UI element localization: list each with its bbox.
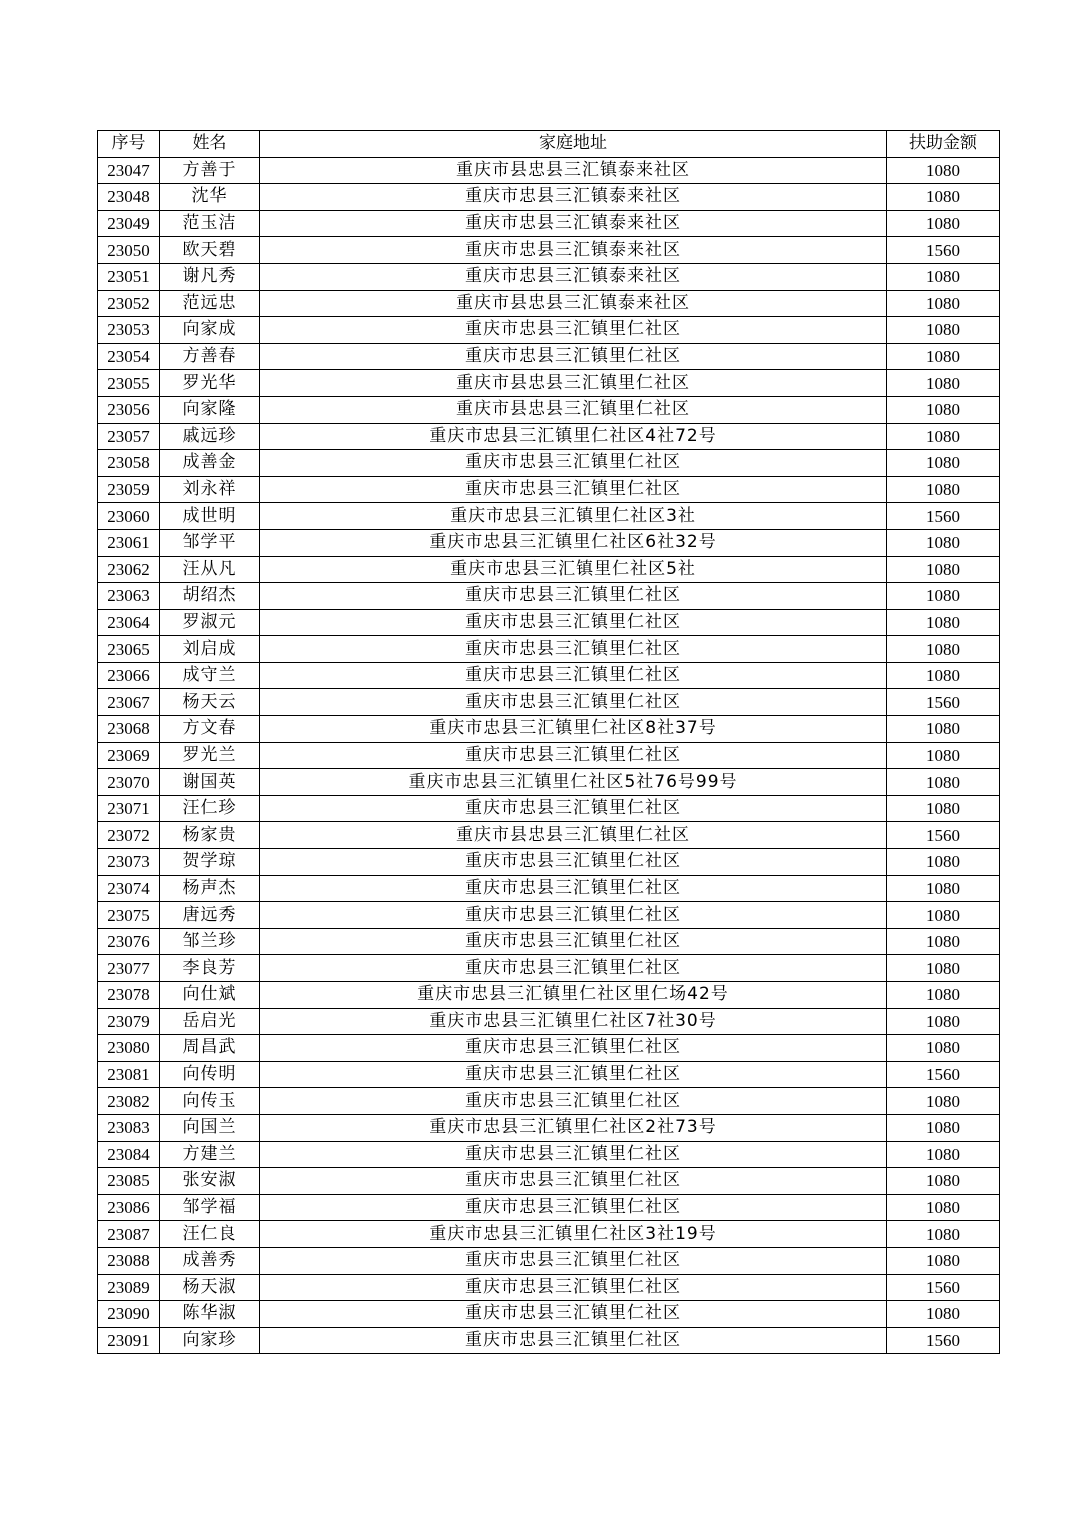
- address-cell: 重庆市忠县三汇镇里仁社区5社: [260, 556, 887, 583]
- beneficiary-table: [97, 130, 1000, 1354]
- table-row: [98, 875, 1000, 902]
- amount-cell: 1080: [887, 1194, 1000, 1221]
- name-cell: 杨天淑: [160, 1274, 260, 1301]
- table-row: [98, 1194, 1000, 1221]
- address-cell: 重庆市忠县三汇镇里仁社区: [260, 1247, 887, 1274]
- address-cell: 重庆市忠县三汇镇里仁社区: [260, 1168, 887, 1195]
- serial-number-cell: 23052: [98, 290, 160, 317]
- address-cell: 重庆市县忠县三汇镇里仁社区: [260, 822, 887, 849]
- serial-number-cell: 23049: [98, 210, 160, 237]
- amount-cell: 1080: [887, 875, 1000, 902]
- address-cell: 重庆市县忠县三汇镇泰来社区: [260, 157, 887, 184]
- serial-number-cell: 23070: [98, 769, 160, 796]
- address-cell: 重庆市忠县三汇镇里仁社区: [260, 902, 887, 929]
- name-cell: 邹兰珍: [160, 928, 260, 955]
- table-body: [98, 157, 1000, 1354]
- amount-cell: 1560: [887, 1061, 1000, 1088]
- name-cell: 邹学福: [160, 1194, 260, 1221]
- address-cell: 重庆市县忠县三汇镇泰来社区: [260, 290, 887, 317]
- amount-cell: 1080: [887, 982, 1000, 1009]
- table-row: [98, 157, 1000, 184]
- name-cell: 方文春: [160, 716, 260, 743]
- header-aid-amount: 扶助金额: [887, 131, 1000, 158]
- address-cell: 重庆市忠县三汇镇里仁社区3社: [260, 503, 887, 530]
- table-row: [98, 556, 1000, 583]
- amount-cell: 1080: [887, 529, 1000, 556]
- name-cell: 杨声杰: [160, 875, 260, 902]
- name-cell: 杨天云: [160, 689, 260, 716]
- table-row: [98, 902, 1000, 929]
- name-cell: 成善秀: [160, 1247, 260, 1274]
- amount-cell: 1560: [887, 822, 1000, 849]
- table-row: [98, 476, 1000, 503]
- address-cell: 重庆市忠县三汇镇里仁社区: [260, 928, 887, 955]
- serial-number-cell: 23053: [98, 317, 160, 344]
- name-cell: 罗光兰: [160, 742, 260, 769]
- serial-number-cell: 23087: [98, 1221, 160, 1248]
- amount-cell: 1080: [887, 583, 1000, 610]
- table-row: [98, 982, 1000, 1009]
- name-cell: 向家成: [160, 317, 260, 344]
- address-cell: 重庆市忠县三汇镇里仁社区: [260, 1061, 887, 1088]
- table-row: [98, 370, 1000, 397]
- table-row: [98, 423, 1000, 450]
- address-cell: 重庆市忠县三汇镇里仁社区: [260, 662, 887, 689]
- amount-cell: 1080: [887, 849, 1000, 876]
- serial-number-cell: 23051: [98, 263, 160, 290]
- name-cell: 向家珍: [160, 1327, 260, 1354]
- name-cell: 范远忠: [160, 290, 260, 317]
- amount-cell: 1080: [887, 636, 1000, 663]
- table-row: [98, 1008, 1000, 1035]
- name-cell: 欧天碧: [160, 237, 260, 264]
- name-cell: 刘永祥: [160, 476, 260, 503]
- table-row: [98, 689, 1000, 716]
- name-cell: 方善春: [160, 343, 260, 370]
- address-cell: 重庆市忠县三汇镇里仁社区: [260, 795, 887, 822]
- name-cell: 方善于: [160, 157, 260, 184]
- serial-number-cell: 23058: [98, 450, 160, 477]
- serial-number-cell: 23080: [98, 1035, 160, 1062]
- serial-number-cell: 23062: [98, 556, 160, 583]
- name-cell: 胡绍杰: [160, 583, 260, 610]
- amount-cell: 1080: [887, 1301, 1000, 1328]
- amount-cell: 1080: [887, 317, 1000, 344]
- address-cell: 重庆市忠县三汇镇里仁社区: [260, 1088, 887, 1115]
- name-cell: 刘启成: [160, 636, 260, 663]
- table-row: [98, 769, 1000, 796]
- table-row: [98, 1274, 1000, 1301]
- address-cell: 重庆市忠县三汇镇里仁社区: [260, 476, 887, 503]
- address-cell: 重庆市忠县三汇镇里仁社区: [260, 1035, 887, 1062]
- table-row: [98, 609, 1000, 636]
- header-serial-number: 序号: [98, 131, 160, 158]
- address-cell: 重庆市忠县三汇镇里仁社区: [260, 609, 887, 636]
- serial-number-cell: 23089: [98, 1274, 160, 1301]
- table-row: [98, 1061, 1000, 1088]
- name-cell: 唐远秀: [160, 902, 260, 929]
- table-row: [98, 263, 1000, 290]
- name-cell: 贺学琼: [160, 849, 260, 876]
- amount-cell: 1080: [887, 290, 1000, 317]
- table-row: [98, 210, 1000, 237]
- table-row: [98, 396, 1000, 423]
- table-row: [98, 583, 1000, 610]
- amount-cell: 1080: [887, 423, 1000, 450]
- address-cell: 重庆市忠县三汇镇里仁社区: [260, 450, 887, 477]
- serial-number-cell: 23079: [98, 1008, 160, 1035]
- header-home-address: 家庭地址: [260, 131, 887, 158]
- address-cell: 重庆市忠县三汇镇里仁社区: [260, 1194, 887, 1221]
- table-row: [98, 1221, 1000, 1248]
- serial-number-cell: 23061: [98, 529, 160, 556]
- amount-cell: 1080: [887, 396, 1000, 423]
- serial-number-cell: 23068: [98, 716, 160, 743]
- name-cell: 向传玉: [160, 1088, 260, 1115]
- address-cell: 重庆市忠县三汇镇里仁社区8社37号: [260, 716, 887, 743]
- amount-cell: 1560: [887, 237, 1000, 264]
- serial-number-cell: 23065: [98, 636, 160, 663]
- serial-number-cell: 23060: [98, 503, 160, 530]
- serial-number-cell: 23083: [98, 1114, 160, 1141]
- name-cell: 向仕斌: [160, 982, 260, 1009]
- name-cell: 罗光华: [160, 370, 260, 397]
- serial-number-cell: 23056: [98, 396, 160, 423]
- amount-cell: 1080: [887, 1168, 1000, 1195]
- name-cell: 向家隆: [160, 396, 260, 423]
- table-row: [98, 1114, 1000, 1141]
- table-row: [98, 450, 1000, 477]
- serial-number-cell: 23059: [98, 476, 160, 503]
- amount-cell: 1080: [887, 476, 1000, 503]
- address-cell: 重庆市忠县三汇镇里仁社区: [260, 343, 887, 370]
- amount-cell: 1080: [887, 742, 1000, 769]
- amount-cell: 1080: [887, 1141, 1000, 1168]
- table-row: [98, 822, 1000, 849]
- amount-cell: 1080: [887, 1088, 1000, 1115]
- address-cell: 重庆市县忠县三汇镇里仁社区: [260, 396, 887, 423]
- name-cell: 汪从凡: [160, 556, 260, 583]
- address-cell: 重庆市忠县三汇镇里仁社区4社72号: [260, 423, 887, 450]
- amount-cell: 1080: [887, 210, 1000, 237]
- address-cell: 重庆市忠县三汇镇里仁社区: [260, 742, 887, 769]
- name-cell: 成善金: [160, 450, 260, 477]
- name-cell: 范玉洁: [160, 210, 260, 237]
- table-row: [98, 1301, 1000, 1328]
- table-row: [98, 1168, 1000, 1195]
- table-row: [98, 503, 1000, 530]
- table-row: [98, 795, 1000, 822]
- address-cell: 重庆市忠县三汇镇里仁社区3社19号: [260, 1221, 887, 1248]
- name-cell: 李良芳: [160, 955, 260, 982]
- amount-cell: 1080: [887, 184, 1000, 211]
- table-row: [98, 184, 1000, 211]
- name-cell: 沈华: [160, 184, 260, 211]
- serial-number-cell: 23055: [98, 370, 160, 397]
- header-name: 姓名: [160, 131, 260, 158]
- address-cell: 重庆市忠县三汇镇里仁社区: [260, 1141, 887, 1168]
- table-row: [98, 529, 1000, 556]
- amount-cell: 1080: [887, 902, 1000, 929]
- amount-cell: 1080: [887, 928, 1000, 955]
- address-cell: 重庆市忠县三汇镇里仁社区2社73号: [260, 1114, 887, 1141]
- serial-number-cell: 23063: [98, 583, 160, 610]
- serial-number-cell: 23054: [98, 343, 160, 370]
- table-row: [98, 1141, 1000, 1168]
- serial-number-cell: 23048: [98, 184, 160, 211]
- amount-cell: 1080: [887, 370, 1000, 397]
- name-cell: 汪仁珍: [160, 795, 260, 822]
- amount-cell: 1080: [887, 769, 1000, 796]
- serial-number-cell: 23047: [98, 157, 160, 184]
- serial-number-cell: 23050: [98, 237, 160, 264]
- serial-number-cell: 23091: [98, 1327, 160, 1354]
- address-cell: 重庆市忠县三汇镇里仁社区: [260, 875, 887, 902]
- amount-cell: 1560: [887, 1274, 1000, 1301]
- amount-cell: 1080: [887, 450, 1000, 477]
- amount-cell: 1080: [887, 716, 1000, 743]
- serial-number-cell: 23075: [98, 902, 160, 929]
- name-cell: 向传明: [160, 1061, 260, 1088]
- serial-number-cell: 23090: [98, 1301, 160, 1328]
- serial-number-cell: 23076: [98, 928, 160, 955]
- address-cell: 重庆市忠县三汇镇里仁社区: [260, 583, 887, 610]
- table-row: [98, 636, 1000, 663]
- address-cell: 重庆市忠县三汇镇里仁社区5社76号99号: [260, 769, 887, 796]
- serial-number-cell: 23073: [98, 849, 160, 876]
- amount-cell: 1080: [887, 157, 1000, 184]
- name-cell: 谢国英: [160, 769, 260, 796]
- name-cell: 岳启光: [160, 1008, 260, 1035]
- table-row: [98, 290, 1000, 317]
- serial-number-cell: 23066: [98, 662, 160, 689]
- serial-number-cell: 23088: [98, 1247, 160, 1274]
- address-cell: 重庆市忠县三汇镇里仁社区6社32号: [260, 529, 887, 556]
- serial-number-cell: 23081: [98, 1061, 160, 1088]
- name-cell: 谢凡秀: [160, 263, 260, 290]
- table-row: [98, 742, 1000, 769]
- table-row: [98, 662, 1000, 689]
- address-cell: 重庆市忠县三汇镇泰来社区: [260, 263, 887, 290]
- table-row: [98, 1327, 1000, 1354]
- serial-number-cell: 23057: [98, 423, 160, 450]
- amount-cell: 1080: [887, 662, 1000, 689]
- table-row: [98, 716, 1000, 743]
- table-row: [98, 1035, 1000, 1062]
- name-cell: 成世明: [160, 503, 260, 530]
- amount-cell: 1080: [887, 609, 1000, 636]
- amount-cell: 1080: [887, 556, 1000, 583]
- table-row: [98, 237, 1000, 264]
- serial-number-cell: 23085: [98, 1168, 160, 1195]
- name-cell: 汪仁良: [160, 1221, 260, 1248]
- address-cell: 重庆市忠县三汇镇里仁社区: [260, 955, 887, 982]
- name-cell: 陈华淑: [160, 1301, 260, 1328]
- name-cell: 戚远珍: [160, 423, 260, 450]
- amount-cell: 1080: [887, 1221, 1000, 1248]
- serial-number-cell: 23078: [98, 982, 160, 1009]
- serial-number-cell: 23067: [98, 689, 160, 716]
- name-cell: 向国兰: [160, 1114, 260, 1141]
- amount-cell: 1560: [887, 1327, 1000, 1354]
- serial-number-cell: 23077: [98, 955, 160, 982]
- name-cell: 方建兰: [160, 1141, 260, 1168]
- address-cell: 重庆市忠县三汇镇里仁社区: [260, 849, 887, 876]
- name-cell: 邹学平: [160, 529, 260, 556]
- table-row: [98, 928, 1000, 955]
- address-cell: 重庆市忠县三汇镇里仁社区: [260, 1274, 887, 1301]
- serial-number-cell: 23082: [98, 1088, 160, 1115]
- name-cell: 张安淑: [160, 1168, 260, 1195]
- amount-cell: 1560: [887, 689, 1000, 716]
- amount-cell: 1080: [887, 1035, 1000, 1062]
- name-cell: 成守兰: [160, 662, 260, 689]
- name-cell: 杨家贵: [160, 822, 260, 849]
- table-row: [98, 1247, 1000, 1274]
- address-cell: 重庆市忠县三汇镇里仁社区里仁场42号: [260, 982, 887, 1009]
- name-cell: 周昌武: [160, 1035, 260, 1062]
- table-header-row: [98, 131, 1000, 158]
- table-row: [98, 317, 1000, 344]
- amount-cell: 1080: [887, 1008, 1000, 1035]
- serial-number-cell: 23086: [98, 1194, 160, 1221]
- table-row: [98, 955, 1000, 982]
- amount-cell: 1080: [887, 955, 1000, 982]
- table-row: [98, 343, 1000, 370]
- address-cell: 重庆市忠县三汇镇里仁社区: [260, 317, 887, 344]
- name-cell: 罗淑元: [160, 609, 260, 636]
- address-cell: 重庆市忠县三汇镇里仁社区7社30号: [260, 1008, 887, 1035]
- amount-cell: 1080: [887, 795, 1000, 822]
- table-row: [98, 849, 1000, 876]
- amount-cell: 1080: [887, 263, 1000, 290]
- address-cell: 重庆市忠县三汇镇里仁社区: [260, 1327, 887, 1354]
- serial-number-cell: 23084: [98, 1141, 160, 1168]
- amount-cell: 1080: [887, 1114, 1000, 1141]
- address-cell: 重庆市忠县三汇镇泰来社区: [260, 210, 887, 237]
- amount-cell: 1560: [887, 503, 1000, 530]
- address-cell: 重庆市县忠县三汇镇里仁社区: [260, 370, 887, 397]
- amount-cell: 1080: [887, 1247, 1000, 1274]
- address-cell: 重庆市忠县三汇镇里仁社区: [260, 689, 887, 716]
- address-cell: 重庆市忠县三汇镇里仁社区: [260, 1301, 887, 1328]
- address-cell: 重庆市忠县三汇镇泰来社区: [260, 184, 887, 211]
- table-row: [98, 1088, 1000, 1115]
- serial-number-cell: 23069: [98, 742, 160, 769]
- serial-number-cell: 23074: [98, 875, 160, 902]
- serial-number-cell: 23071: [98, 795, 160, 822]
- address-cell: 重庆市忠县三汇镇泰来社区: [260, 237, 887, 264]
- amount-cell: 1080: [887, 343, 1000, 370]
- serial-number-cell: 23072: [98, 822, 160, 849]
- serial-number-cell: 23064: [98, 609, 160, 636]
- address-cell: 重庆市忠县三汇镇里仁社区: [260, 636, 887, 663]
